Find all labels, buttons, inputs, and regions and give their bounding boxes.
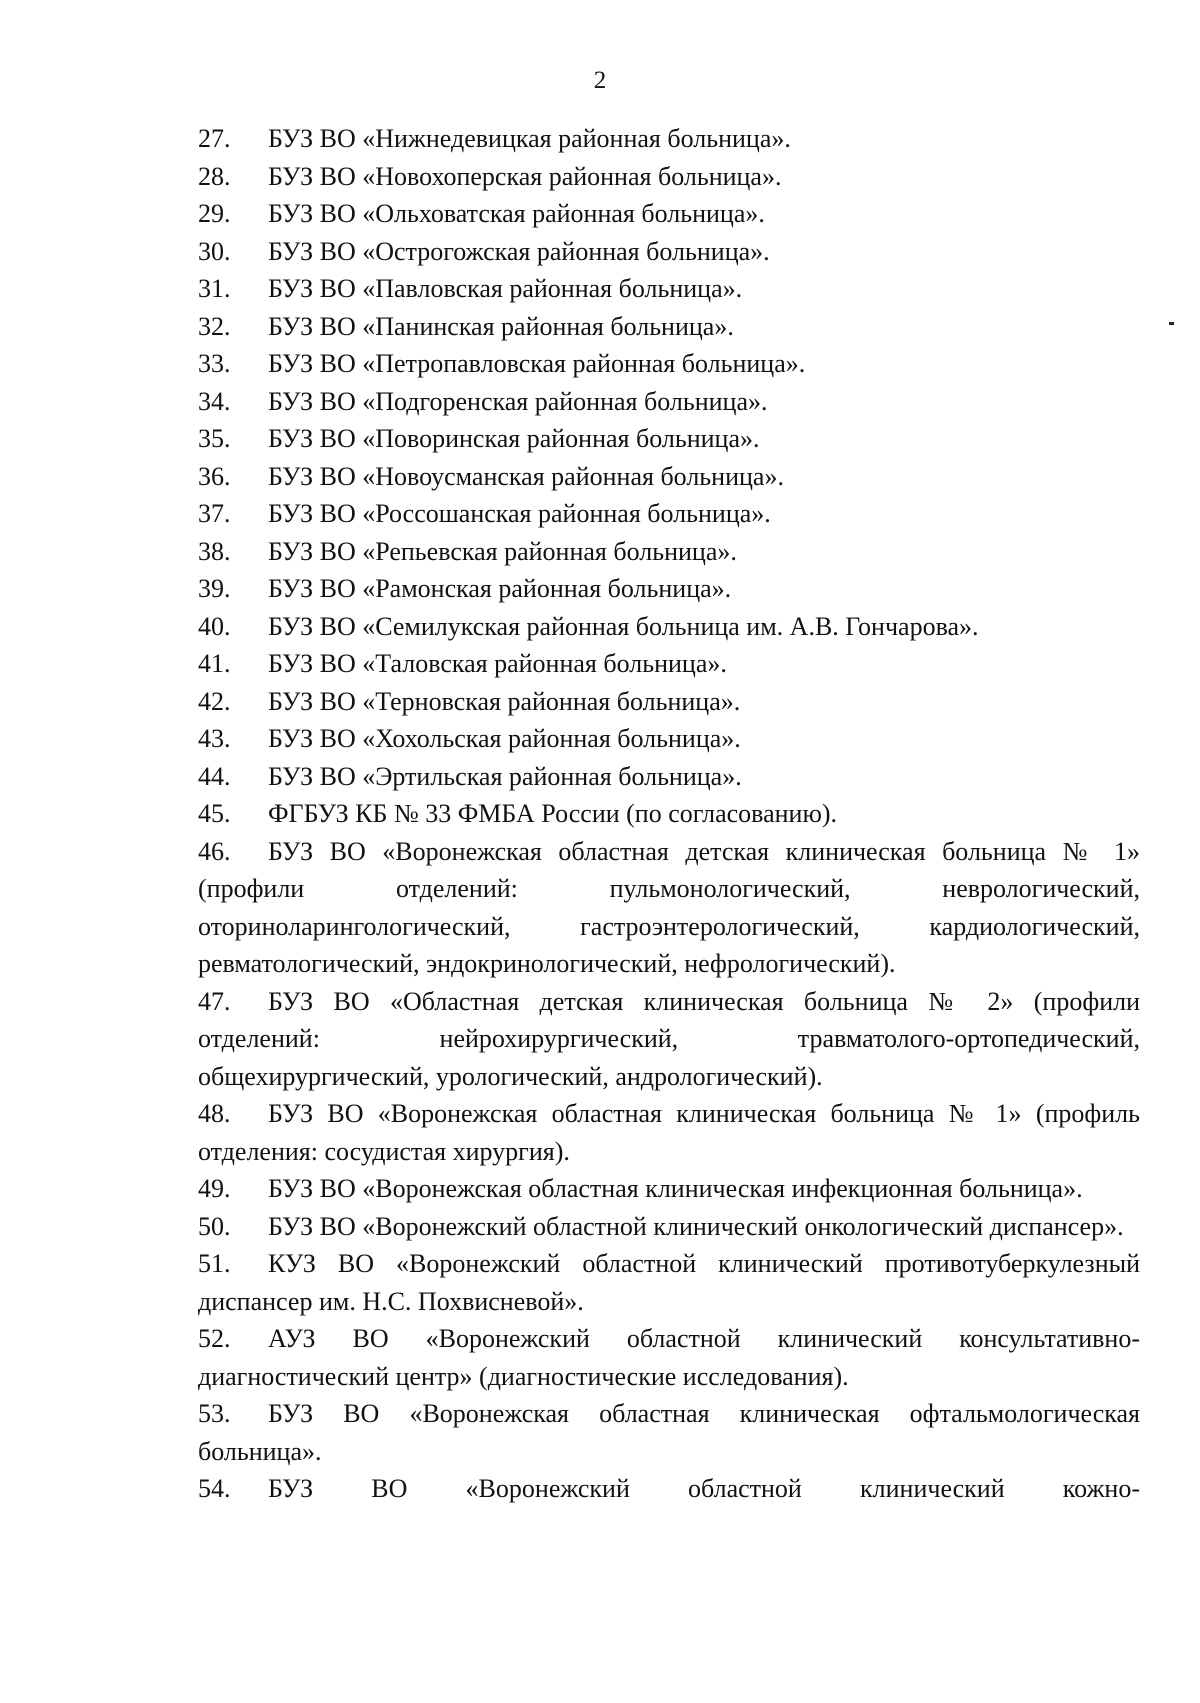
item-text: БУЗ ВО «Таловская районная больница».: [268, 649, 727, 678]
item-number: 52.: [198, 1324, 231, 1353]
item-number: 49.: [198, 1174, 231, 1203]
organization-list: [198, 120, 1140, 1508]
list-item: [198, 1170, 1140, 1208]
item-text: БУЗ ВО «Хохольская районная больница».: [268, 724, 741, 753]
item-number: 50.: [198, 1211, 231, 1241]
item-number: 47.: [198, 986, 231, 1016]
list-item: [198, 1395, 1140, 1470]
item-number: 53.: [198, 1399, 231, 1428]
item-text: БУЗ ВО «Терновская районная больница».: [268, 686, 741, 716]
list-item: [198, 533, 1140, 571]
scan-speck: [1169, 322, 1174, 325]
item-text: БУЗ ВО «Воронежская областная клиническая инфекционная больница».: [268, 1174, 1083, 1203]
item-text: ФГБУЗ КБ № 33 ФМБА России (по согласованию).: [268, 799, 838, 828]
item-number: 32.: [198, 311, 231, 341]
item-number: 54.: [198, 1474, 231, 1503]
item-text: БУЗ ВО «Семилукская районная больница им. А.В. Гончарова».: [268, 611, 979, 641]
item-text: БУЗ ВО «Острогожская районная больница».: [268, 236, 770, 266]
item-number: 34.: [198, 386, 231, 416]
item-text: БУЗ ВО «Воронежский областной клинический онкологический диспансер».: [268, 1211, 1124, 1241]
item-text: БУЗ ВО «Воронежский областной клинический кожно-: [268, 1474, 1140, 1503]
item-number: 45.: [198, 799, 231, 828]
item-text: БУЗ ВО «Новоусманская районная больница».: [268, 461, 784, 491]
item-number: 39.: [198, 574, 231, 603]
list-item: [198, 233, 1140, 271]
list-item: [198, 570, 1140, 608]
item-number: 42.: [198, 686, 231, 716]
list-item: [198, 308, 1140, 346]
item-text: КУЗ ВО «Воронежский областной клинический противотуберкулезный диспансер им. Н.С. Похвисневой».: [198, 1249, 1140, 1316]
list-item: [198, 1320, 1140, 1395]
item-number: 29.: [198, 199, 231, 228]
list-item: [198, 1470, 1140, 1508]
item-text: БУЗ ВО «Репьевская районная больница».: [268, 536, 737, 566]
item-number: 40.: [198, 611, 231, 641]
item-number: 27.: [198, 124, 231, 153]
item-text: БУЗ ВО «Павловская районная больница».: [268, 274, 743, 303]
list-item: [198, 495, 1140, 533]
item-text: БУЗ ВО «Ольховатская районная больница».: [268, 199, 765, 228]
list-item: [198, 833, 1140, 983]
list-item: [198, 458, 1140, 496]
item-text: БУЗ ВО «Петропавловская районная больница».: [268, 349, 806, 378]
item-number: 46.: [198, 836, 231, 866]
item-text: БУЗ ВО «Поворинская районная больница».: [268, 424, 760, 453]
item-number: 28.: [198, 161, 231, 191]
item-text: БУЗ ВО «Областная детская клиническая больница № 2» (профили отделений: нейрохирургический, травматолого-ортопедический, общехирургический, урологический, андрологический).: [198, 986, 1140, 1091]
list-item: [198, 683, 1140, 721]
item-number: 43.: [198, 724, 231, 753]
list-item: [198, 1095, 1140, 1170]
item-text: БУЗ ВО «Подгоренская районная больница».: [268, 386, 768, 416]
item-number: 30.: [198, 236, 231, 266]
list-item: [198, 345, 1140, 383]
item-text: БУЗ ВО «Рамонская районная больница».: [268, 574, 732, 603]
item-text: БУЗ ВО «Новохоперская районная больница».: [268, 161, 782, 191]
item-number: 36.: [198, 461, 231, 491]
list-item: [198, 383, 1140, 421]
item-number: 31.: [198, 274, 231, 303]
list-item: [198, 195, 1140, 233]
list-item: [198, 420, 1140, 458]
list-item: [198, 158, 1140, 196]
list-item: [198, 120, 1140, 158]
list-item: [198, 608, 1140, 646]
item-text: БУЗ ВО «Эртильская районная больница».: [268, 761, 742, 791]
list-item: [198, 758, 1140, 796]
list-item: [198, 983, 1140, 1096]
item-text: АУЗ ВО «Воронежский областной клинический консультативно-диагностический центр» (диагностические исследования).: [198, 1324, 1140, 1391]
item-number: 44.: [198, 761, 231, 791]
item-text: БУЗ ВО «Воронежская областная клиническая больница № 1» (профиль отделения: сосудистая хирургия).: [198, 1099, 1140, 1166]
item-number: 38.: [198, 536, 231, 566]
item-text: БУЗ ВО «Воронежская областная детская клиническая больница № 1» (профили отделений: пульмонологический, неврологический, оториноларингологический, гастроэнтерологический, кардиологический, ревматологический, эндокринологический, нефрологический).: [198, 836, 1140, 978]
item-number: 35.: [198, 424, 231, 453]
item-text: БУЗ ВО «Воронежская областная клиническая офтальмологическая больница».: [198, 1399, 1140, 1466]
page-number: 2: [593, 67, 607, 94]
item-number: 37.: [198, 499, 231, 528]
item-number: 33.: [198, 349, 231, 378]
item-number: 48.: [198, 1099, 231, 1128]
list-item: [198, 645, 1140, 683]
list-item: [198, 1208, 1140, 1246]
list-item: [198, 1245, 1140, 1320]
item-number: 51.: [198, 1249, 231, 1278]
item-number: 41.: [198, 649, 231, 678]
item-text: БУЗ ВО «Панинская районная больница».: [268, 311, 734, 341]
list-item: [198, 795, 1140, 833]
list-item: [198, 720, 1140, 758]
list-item: [198, 270, 1140, 308]
item-text: БУЗ ВО «Россошанская районная больница».: [268, 499, 771, 528]
item-text: БУЗ ВО «Нижнедевицкая районная больница».: [268, 124, 791, 153]
